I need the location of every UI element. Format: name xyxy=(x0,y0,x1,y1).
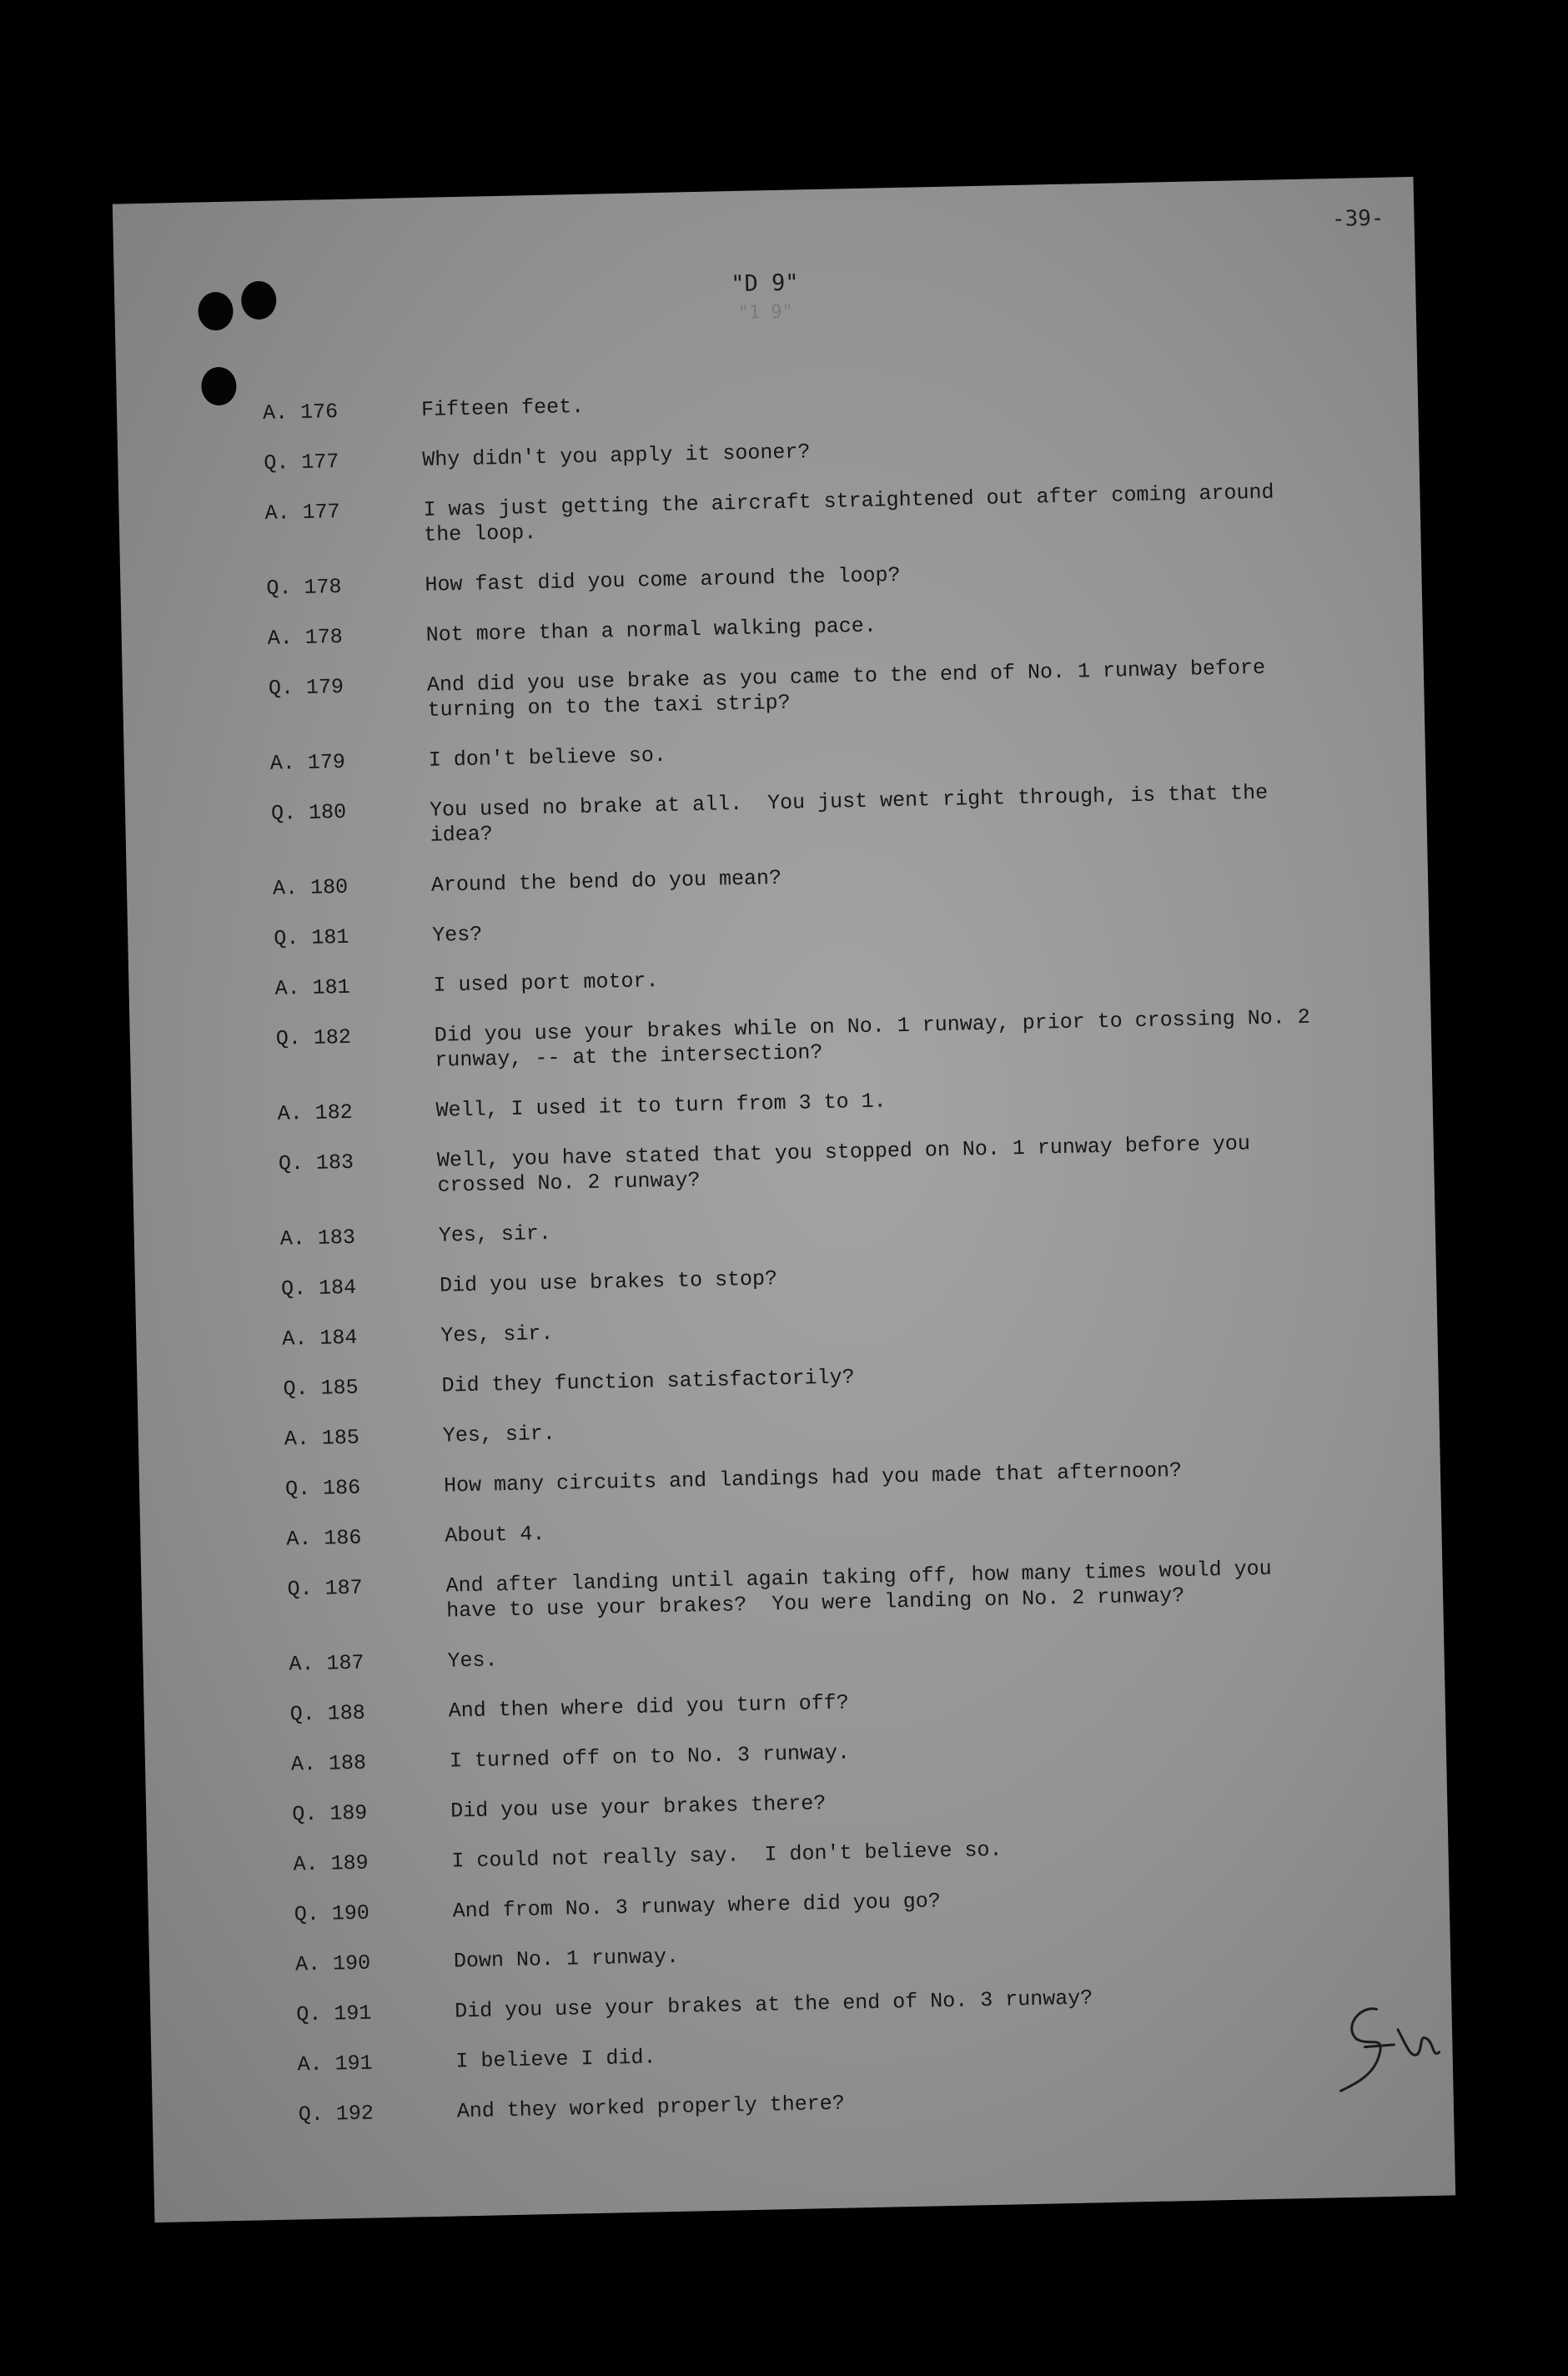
entry-text: Fifteen feet. xyxy=(420,394,585,422)
entry-text: And then where did you turn off? xyxy=(448,1690,850,1724)
entry-text: Yes, sir. xyxy=(440,1321,554,1348)
entry-text: Down No. 1 runway. xyxy=(453,1944,680,1974)
entry-label: A. 191 xyxy=(297,2051,373,2077)
transcript-entry xyxy=(266,553,1384,602)
punch-hole-lower xyxy=(201,367,237,406)
transcript-entry xyxy=(285,1454,1403,1503)
transcript-entry xyxy=(284,1404,1402,1452)
transcript-entry xyxy=(273,853,1390,902)
entry-text: I believe I did. xyxy=(455,2045,656,2074)
entry-text: And after landing until again taking off, how many times would you have to use your brakes? You were landing on No. 2 runway? xyxy=(445,1556,1272,1623)
handwritten-initials-signature xyxy=(1326,1996,1445,2098)
entry-label: A. 178 xyxy=(267,624,344,651)
entry-text: Not more than a normal walking pace. xyxy=(425,613,877,647)
transcript-entry xyxy=(276,1004,1395,1077)
entry-text: And they worked properly there? xyxy=(456,2091,846,2124)
entry-label: A. 180 xyxy=(272,874,349,901)
entry-text: And from No. 3 runway where did you go? xyxy=(452,1889,942,1924)
entry-label: Q. 187 xyxy=(287,1575,363,1602)
entry-text: About 4. xyxy=(445,1522,545,1548)
entry-label: Q. 177 xyxy=(264,449,339,476)
entry-text: How many circuits and landings had you made that afternoon? xyxy=(443,1458,1183,1498)
transcript-entry xyxy=(277,1079,1395,1127)
transcript-entry xyxy=(293,1829,1410,1877)
entry-label: Q. 190 xyxy=(294,1900,370,1927)
entry-label: A. 177 xyxy=(264,499,340,526)
transcript xyxy=(263,378,1417,2153)
entry-label: A. 186 xyxy=(286,1525,362,1552)
entry-label: A. 182 xyxy=(277,1100,354,1126)
entry-label: Q. 192 xyxy=(298,2101,374,2127)
entry-label: A. 179 xyxy=(269,749,346,776)
entry-label: A. 183 xyxy=(279,1225,356,1251)
entry-label: Q. 184 xyxy=(280,1275,357,1301)
entry-label: A. 187 xyxy=(289,1650,364,1677)
entry-label: Q. 180 xyxy=(270,799,347,826)
entry-label: A. 181 xyxy=(274,974,350,1001)
entry-label: Q. 183 xyxy=(278,1150,354,1176)
transcript-entry xyxy=(295,1929,1413,1977)
transcript-entry xyxy=(297,2029,1415,2077)
entry-label: Q. 182 xyxy=(275,1024,352,1051)
transcript-entry xyxy=(274,904,1391,952)
transcript-entry xyxy=(286,1504,1404,1553)
entry-text: Yes. xyxy=(447,1648,498,1674)
entry-label: A. 185 xyxy=(284,1425,360,1452)
entry-text: I was just getting the aircraft straightened out after coming around the loop. xyxy=(423,480,1274,547)
transcript-entry xyxy=(283,1354,1400,1402)
entry-text: Around the bend do you mean? xyxy=(430,865,782,898)
page-number: -39- xyxy=(1331,205,1385,232)
transcript-entry xyxy=(270,728,1388,777)
transcript-entry xyxy=(279,1129,1397,1202)
entry-text: I don't believe so. xyxy=(428,742,667,773)
entry-label: Q. 191 xyxy=(296,2001,372,2027)
transcript-entry xyxy=(294,1879,1412,1927)
entry-label: Q. 188 xyxy=(289,1700,366,1727)
transcript-entry xyxy=(299,2079,1416,2127)
entry-text: I used port motor. xyxy=(433,969,659,998)
transcript-entry xyxy=(267,603,1385,652)
entry-text: I could not really say. I don't believe so. xyxy=(451,1837,1003,1874)
entry-text: Did you use brakes to stop? xyxy=(439,1266,778,1298)
transcript-entry xyxy=(274,954,1392,1002)
entry-text: And did you use brake as you came to the end of No. 1 runway before turning on to the taxi strip? xyxy=(426,655,1266,722)
entry-label: A. 189 xyxy=(293,1850,369,1877)
entry-text: How fast did you come around the loop? xyxy=(425,562,901,597)
entry-label: Q. 185 xyxy=(283,1375,359,1402)
transcript-entry xyxy=(263,378,1380,426)
transcript-entry xyxy=(282,1304,1400,1352)
transcript-entry xyxy=(289,1679,1407,1727)
entry-label: Q. 179 xyxy=(268,674,344,701)
entry-text: I turned off on to No. 3 runway. xyxy=(449,1740,851,1774)
transcript-entry xyxy=(287,1554,1405,1628)
entry-label: Q. 178 xyxy=(266,574,342,601)
entry-text: You used no brake at all. You just went right through, is that the idea? xyxy=(429,780,1269,848)
entry-label: A. 190 xyxy=(294,1951,371,1977)
transcript-entry xyxy=(289,1628,1406,1677)
transcript-entry xyxy=(264,478,1383,551)
entry-text: Did you use your brakes while on No. 1 runway, prior to crossing No. 2 runway, -- at the intersection? xyxy=(434,1004,1311,1073)
document-page xyxy=(113,177,1455,2222)
document-header: "D 9" xyxy=(731,269,799,298)
entry-text: Did you use your brakes there? xyxy=(450,1791,827,1824)
entry-text: Yes, sir. xyxy=(442,1421,556,1448)
entry-label: A. 188 xyxy=(290,1750,367,1777)
entry-text: Yes? xyxy=(431,922,483,948)
entry-text: Did they function satisfactorily? xyxy=(441,1365,855,1398)
entry-label: Q. 181 xyxy=(274,924,349,951)
transcript-entry xyxy=(281,1254,1399,1302)
entry-label: A. 176 xyxy=(262,399,339,425)
entry-text: Yes, sir. xyxy=(438,1221,552,1248)
entry-label: Q. 186 xyxy=(284,1475,361,1502)
entry-text: Why didn't you apply it sooner? xyxy=(422,440,811,472)
entry-text: Well, you have stated that you stopped on No. 1 runway before you crossed No. 2 runway? xyxy=(436,1131,1251,1198)
transcript-entry xyxy=(292,1779,1410,1827)
transcript-entry xyxy=(271,778,1390,852)
entry-text: Well, I used it to turn from 3 to 1. xyxy=(435,1089,887,1123)
transcript-entry xyxy=(264,428,1381,476)
document-header-sub: "1 9" xyxy=(737,301,794,324)
transcript-entry xyxy=(269,653,1387,727)
entry-label: A. 184 xyxy=(282,1325,358,1352)
transcript-entry xyxy=(280,1204,1398,1252)
entry-text: Did you use your brakes at the end of No. 3 runway? xyxy=(454,1986,1093,2024)
entry-label: Q. 189 xyxy=(292,1800,368,1827)
transcript-entry xyxy=(296,1979,1414,2027)
transcript-entry xyxy=(291,1729,1409,1777)
